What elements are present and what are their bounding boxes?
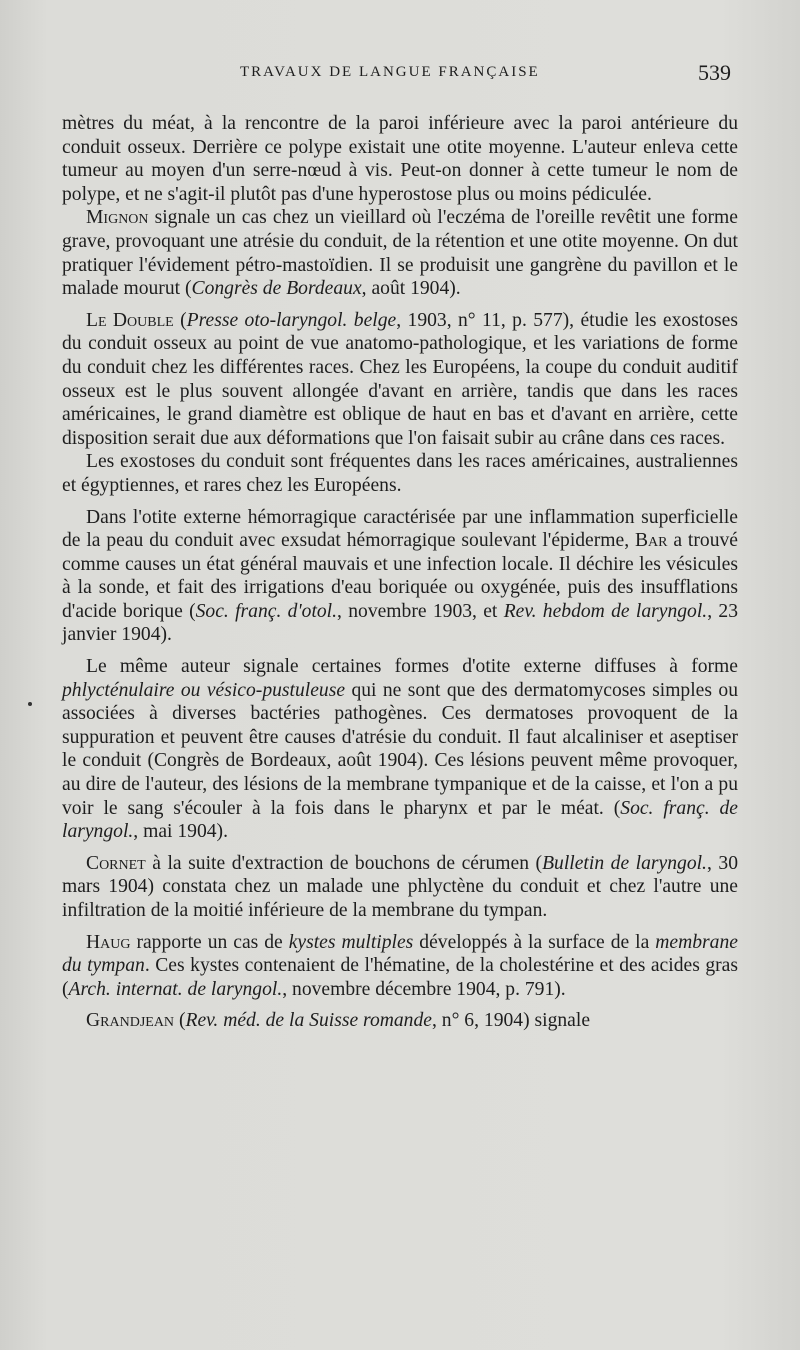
paragraph	[62, 1009, 738, 1033]
text-run: Les exostoses du conduit sont fréquentes dans les races américaines, australiennes et égyptiennes, et rares chez les Européens.	[62, 451, 738, 496]
text-run: , novembre décembre 1904, p. 791).	[282, 978, 566, 1000]
text-run: a trouvé comme causes un état général mauvais et une infection locale. Il déchire les vésicules à la sonde, et fait des irrigations d'eau boriquée ou oxygénée, puis des insufflations d'acide borique (	[62, 530, 738, 622]
text-run: signale un cas chez un vieillard où l'eczéma de l'oreille revêtit une forme grave, provoquant une atrésie du conduit, de la rétention et une otite moyenne. On dut pratiquer l'évidement pétro-mastoïdien. Il se produisit une gangrène du pavillon et le malade mourut (	[62, 207, 738, 300]
citation: Bulletin de laryngol.	[542, 852, 707, 874]
running-title: TRAVAUX DE LANGUE FRANÇAISE	[240, 64, 540, 80]
citation: Arch. internat. de laryngol.	[68, 978, 283, 1000]
citation: Soc. franç. de laryngol.	[62, 797, 738, 843]
text-run: mètres du méat, à la rencontre de la paroi inférieure avec la paroi antérieure du conduit osseux. Derrière ce polype existait une otite moyenne. L'auteur enleva cette tumeur au moyen d'un serre-nœud à vis. Peut-on donner à cette tumeur le nom de polype, et ne s'agit-il plutôt pas d'une hyperostose plus ou moins pédiculée.	[62, 113, 738, 205]
text-run: rapporte un cas de	[130, 931, 289, 953]
text-run: . Ces kystes contenaient de l'hématine, de la cholestérine et des acides gras (	[62, 955, 738, 1000]
body-text	[62, 112, 738, 1033]
citation: Congrès de Bordeaux	[191, 278, 362, 300]
citation: Soc. franç. d'otol.	[195, 600, 338, 622]
paragraph	[62, 309, 738, 451]
text-run: , 23 janvier 1904).	[62, 600, 738, 646]
author-name: Bar	[634, 530, 668, 552]
text-run: développés à la surface de la	[413, 931, 656, 953]
paragraph	[62, 931, 738, 1002]
text-run: qui ne sont que des dermatomycoses simples ou associées à diverses bactéries pathogènes. Ces dermatoses provoquent de la suppuration et peuvent être causes d'atrésie du conduit. Il faut alcaliniser et aseptiser le conduit (Congrès de Bordeaux, août 1904). Ces lésions peuvent même provoquer, au dire de l'auteur, des lésions de la membrane tympanique et de la caisse, et l'on a pu voir le sang s'écouler à la fois dans le pharynx et par le méat. (	[62, 679, 738, 819]
text-run: , novembre 1903, et	[337, 600, 504, 622]
author-name: Cornet	[86, 852, 146, 874]
paragraph	[62, 450, 738, 497]
text-run: , août 1904).	[361, 278, 461, 300]
text-run: Le même auteur signale certaines formes d'otite externe diffuses à forme	[86, 656, 738, 678]
paragraph	[62, 112, 738, 206]
author-name: Haug	[86, 931, 131, 953]
text-run: , 30 mars 1904) constata chez un malade une phlyctène du conduit et chez l'autre une infiltration de la moitié inférieure de la membrane du tympan.	[62, 852, 738, 921]
citation: Rev. méd. de la Suisse romande	[185, 1010, 432, 1032]
paragraph	[62, 506, 738, 648]
author-name: Le Double	[86, 309, 174, 331]
paragraph	[62, 206, 738, 300]
author-name: Grandjean	[86, 1010, 175, 1032]
ink-speck	[28, 702, 32, 706]
page-number: 539	[698, 60, 731, 85]
author-name: Mignon	[86, 207, 149, 229]
citation: Rev. hebdom de laryngol.	[503, 600, 708, 622]
text-run: (	[173, 309, 187, 331]
paragraph	[62, 852, 738, 923]
emphasis: kystes multiples	[288, 931, 414, 953]
paragraph	[62, 655, 738, 844]
text-run: , mai 1904).	[133, 821, 228, 843]
text-run: , 1903, n° 11, p. 577), étudie les exostoses du conduit osseux au point de vue anatomo-pathologique, et les variations de forme du conduit chez les différentes races. Chez les Européens, la coupe du conduit auditif osseux est le plus souvent allongée d'avant en arrière, tandis que dans les races américaines, le grand diamètre est oblique de haut en bas et d'avant en arrière, cette disposition serait due aux déformations que l'on faisait subir au crâne dans ces races.	[62, 309, 738, 449]
emphasis: membrane du tympan	[62, 931, 738, 977]
text-run: à la suite d'extraction de bouchons de cérumen (	[145, 852, 543, 874]
text-run: Dans l'otite externe hémorragique caractérisée par une inflammation superficielle de la peau du conduit avec exsudat hémorragique soulevant l'épiderme,	[62, 506, 738, 552]
text-run: , n° 6, 1904) signale	[431, 1010, 591, 1032]
emphasis: phlycténulaire ou vésico-pustuleuse	[62, 679, 346, 701]
citation: Presse oto-laryngol. belge	[186, 309, 397, 331]
text-run: (	[174, 1010, 186, 1032]
